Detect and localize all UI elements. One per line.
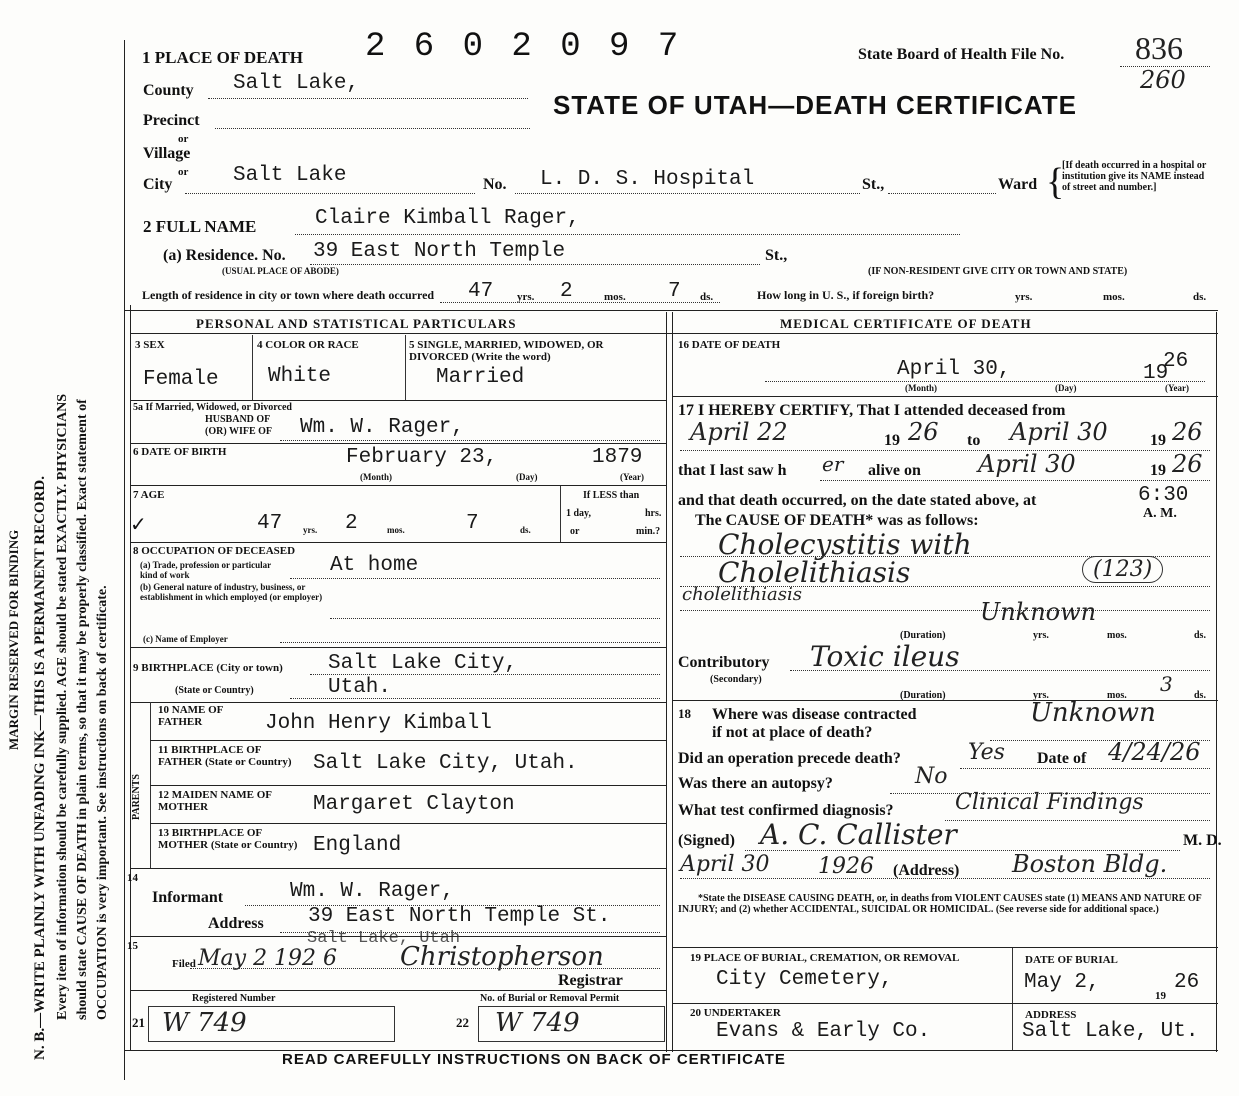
full-name-value: Claire Kimball Rager, (315, 207, 580, 230)
heading-rule (130, 333, 1218, 334)
contributory-cause: Toxic ileus (810, 640, 960, 673)
contracted-place: Unknown (1030, 698, 1156, 728)
ward-note: [If death occurred in a hospital or institution give its NAME instead of street and number.] (1062, 160, 1207, 193)
village-label: Village (143, 145, 191, 162)
death-date-value: April 30, (897, 358, 1011, 381)
ward-label: Ward (998, 176, 1038, 193)
burial-date: May 2, (1024, 971, 1100, 994)
hospital-value: L. D. S. Hospital (540, 168, 755, 191)
city-label: City (143, 176, 173, 193)
cause-of-death-1: Cholecystitis with (718, 528, 972, 561)
registrar-signature: Christopherson (400, 942, 604, 972)
precinct-label: Precinct (143, 112, 200, 129)
physician-signature: A. C. Callister (760, 818, 957, 851)
informant-value: Wm. W. Rager, (290, 880, 454, 903)
death-year-value: 26 (1163, 350, 1189, 373)
signature-date: April 30 (680, 852, 770, 877)
attended-to: April 30 (1010, 418, 1108, 446)
certificate-number: 2 6 0 2 0 9 7 (365, 28, 683, 66)
undertaker-address: Salt Lake, Ut. (1022, 1020, 1199, 1043)
physician-address: Boston Bldg. (1012, 850, 1168, 878)
instructions-line-3: OCCUPATION is very important. See instructions on back of certificate. (95, 585, 110, 1020)
attended-from: April 22 (690, 418, 788, 446)
spouse-value: Wm. W. Rager, (300, 416, 464, 439)
informant-address: 39 East North Temple St. (308, 905, 611, 928)
race-value: White (268, 365, 332, 388)
residence-value: 39 East North Temple (313, 240, 566, 263)
birth-state-value: Utah. (328, 676, 392, 699)
undertaker-value: Evans & Early Co. (716, 1020, 931, 1043)
operation-answer: Yes (968, 740, 1005, 765)
contributory-label: Contributory (678, 654, 770, 671)
file-no: 836 (1135, 30, 1183, 66)
cause-footnote: *State the DISEASE CAUSING DEATH, or, in deaths from VIOLENT CAUSES state (1) MEANS AND NATURE OF INJURY; and (2) whether ACCIDENTAL, SUICIDAL OR HOMICIDAL. (See reverse side for additional space.) (678, 893, 1202, 915)
right-border (1216, 312, 1217, 1052)
binding-margin-note: MARGIN RESERVED FOR BINDING (6, 529, 21, 750)
county-value: Salt Lake, (233, 72, 360, 95)
registered-number: W 749 (162, 1008, 247, 1038)
cause-duration: Unknown (980, 598, 1097, 626)
medical-heading: MEDICAL CERTIFICATE OF DEATH (780, 316, 1032, 331)
footer-instructions: READ CAREFULLY INSTRUCTIONS ON BACK OF CERTIFICATE (282, 1051, 786, 1068)
burial-place: City Cemetery, (716, 968, 893, 991)
age-days: 7 (466, 512, 479, 535)
instructions-line-1: Every item of information should be carefully supplied. AGE should be stated EXACTLY. PHYSICIANS (55, 393, 70, 1020)
mother-birthplace: England (313, 834, 402, 857)
left-inner-border (130, 305, 131, 1050)
autopsy-answer: No (915, 764, 948, 789)
operation-date: 4/24/26 (1108, 738, 1201, 766)
personal-heading: PERSONAL AND STATISTICAL PARTICULARS (196, 316, 517, 331)
residence-label: (a) Residence. No. (163, 247, 286, 264)
county-label: County (143, 82, 194, 99)
death-certificate: MARGIN RESERVED FOR BINDING N. B.—WRITE PLAINLY WITH UNFADING INK—THIS IS A PERMANENT RECORD. Every item of information should be carefully supplied. AGE should be stated EXACTLY. PHYSICIANS should state CAUSE OF DEATH in plain terms, so that it may be properly classified. Exact statement of OCCUPATION is very important. See instructions on back of certificate. 1 PLACE OF DEATH 2 6 0 2 0 9 7 State Board of Health File No. 836 260 STATE OF UTAH—DEATH CERTIFICATE County Salt Lake, Precinct or Village or City Salt Lake No. L. D. S. Hospital St., Ward { [If death occurred in a hospital or institution give its NAME instead of street and number.] 2 FULL NAME Claire Kimball Rager, (a) Residence. No. 39 East North Temple St., (USUAL PLACE OF ABODE) (IF NON-RESIDENT GIVE CITY OR TOWN AND STATE) Length of residence in city or town where death occurred 47 yrs. 2 mos. 7 ds. How long in U. S., if foreign birth? yrs. mos. ds. PERSONAL AND STATISTICAL PARTICULARS MEDICAL CERTIFICATE OF DEATH 3 SEX Female 4 COLOR OR RACE White 5 SINGLE, MARRIED, WIDOWED, OR DIVORCED (Write the word) Married 5a If Married, Widowed, or Divorced HUSBAND OF (OR) WIFE OF Wm. W. Rager, 6 DATE OF BIRTH February 23, 1879 (Month) (Day) (Year) 7 AGE ✓ 47 yrs. 2 mos. 7 ds. If LESS than 1 day, hrs. or min.? 8 OCCUPATION OF DECEASED (a) Trade, profession or particular kind of work At home (b) General nature of industry, business, or establishment in which employed (or employer) (c) Name of Employer 9 BIRTHPLACE (City or town) Salt Lake City, (State or Country) Utah. PARENTS 10 NAME OF FATHER John Henry Kimball 11 BIRTHPLACE OF FATHER (State or Country) Salt Lake City, Utah. 12 MAIDEN NAME OF MOTHER Margaret Clayton 13 BIRTHPLACE OF MOTHER (State or Country) England 14 Informant Wm. W. Rager, Address 39 East North Temple St. Salt Lake, Utah 15 Filed May 2 192 6 Christopherson Registrar Registered Number No. of Burial or Removal Permit 21 W 749 22 W 749 16 DATE OF DEATH April 30, 19 26 (Month) (Day) (Year) 17 I HEREBY CERTIFY, That I attended deceased from April 22 19 26 to April 30 19 26 that I last saw h er alive on April 30 19 26 and that death occurred, on the date stated above, at 6:30 A. M. The CAUSE OF DEATH* was as follows: Cholecystitis with Cholelithiasis (123) cholelithiasis Unknown (Duration) yrs. mos. ds. Contributory (Secondary) Toxic ileus (Duration) yrs. mos. 3 ds. 18 Where was disease contracted if not at place of death? Unknown Did an operation precede death? Yes Date of 4/24/26 Was there an autopsy? No What test confirmed diagnosis? Clinical Findings (Signed) A. C. Callister M. D. April 30 1926 (Address) Boston Bldg. *State the DISEASE CAUSING DEATH, or, in deaths from VIOLENT CAUSES state (1) MEANS AND NATURE OF INJURY; and (2) whether ACCIDENTAL, SUICIDAL OR HOMICIDAL. (See reverse side for additional space.) 19 PLACE OF BURIAL, CREMATION, OR REMOVAL City Cemetery, DATE OF BURIAL May 2, 19 26 20 UNDERTAKER Evans & Early Co. ADDRESS Salt Lake, Ut. READ CAREFULLY INSTRUCTIONS ON BACK OF CERTIFICATE (0, 0, 1239, 1096)
informant-label: Informant (152, 889, 224, 906)
place-of-death-label: 1 PLACE OF DEATH (142, 48, 304, 67)
dob-value: February 23, (346, 446, 498, 469)
registrar-label: Registrar (558, 972, 623, 989)
file-no-2: 260 (1140, 66, 1186, 94)
section-top-rule (124, 310, 1218, 311)
last-seen-date: April 30 (978, 450, 1076, 478)
diagnosis-test: Clinical Findings (955, 790, 1144, 815)
length-of-residence-label: Length of residence in city or town where death occurred (142, 288, 435, 302)
age-months: 2 (345, 512, 358, 535)
filed-label: Filed (172, 958, 196, 970)
burial-permit-number: W 749 (495, 1008, 580, 1038)
father-name: John Henry Kimball (265, 712, 492, 735)
cause-of-death-2: Cholelithiasis (718, 556, 911, 589)
birthplace-value: Salt Lake City, (328, 652, 518, 675)
certificate-title: STATE OF UTAH—DEATH CERTIFICATE (553, 90, 1077, 120)
sex-value: Female (143, 368, 219, 391)
full-name-label: 2 FULL NAME (143, 217, 257, 236)
permanent-record-note: N. B.—WRITE PLAINLY WITH UNFADING INK—THIS IS A PERMANENT RECORD. (32, 476, 48, 1060)
burial-year: 26 (1174, 971, 1200, 994)
left-border (124, 40, 125, 1080)
informant-address-2: Salt Lake, Utah (307, 929, 461, 948)
age-years: 47 (257, 512, 283, 535)
cause-code: (123) (1082, 556, 1163, 583)
marital-status-value: Married (436, 366, 525, 389)
center-divider-2 (672, 312, 673, 1052)
file-no-label: State Board of Health File No. (858, 46, 1065, 63)
cause-of-death-3: cholelithiasis (682, 584, 802, 605)
filed-date: May 2 192 6 (198, 946, 338, 971)
instructions-line-2: should state CAUSE OF DEATH in plain terms, so that it may be properly classified. Exact statement of (75, 399, 90, 1020)
street-no-label: No. (483, 176, 507, 193)
father-birthplace: Salt Lake City, Utah. (313, 752, 578, 775)
dob-year: 1879 (592, 446, 643, 469)
city-value: Salt Lake (233, 164, 347, 187)
center-divider (666, 312, 667, 1052)
informant-address-label: Address (208, 915, 264, 932)
certify-statement: 17 I HEREBY CERTIFY, That I attended deceased from (678, 402, 1066, 419)
occupation-value: At home (330, 554, 419, 577)
us-residence-label: How long in U. S., if foreign birth? (757, 288, 935, 302)
time-of-death: 6:30 (1138, 484, 1189, 507)
mother-name: Margaret Clayton (313, 793, 515, 816)
